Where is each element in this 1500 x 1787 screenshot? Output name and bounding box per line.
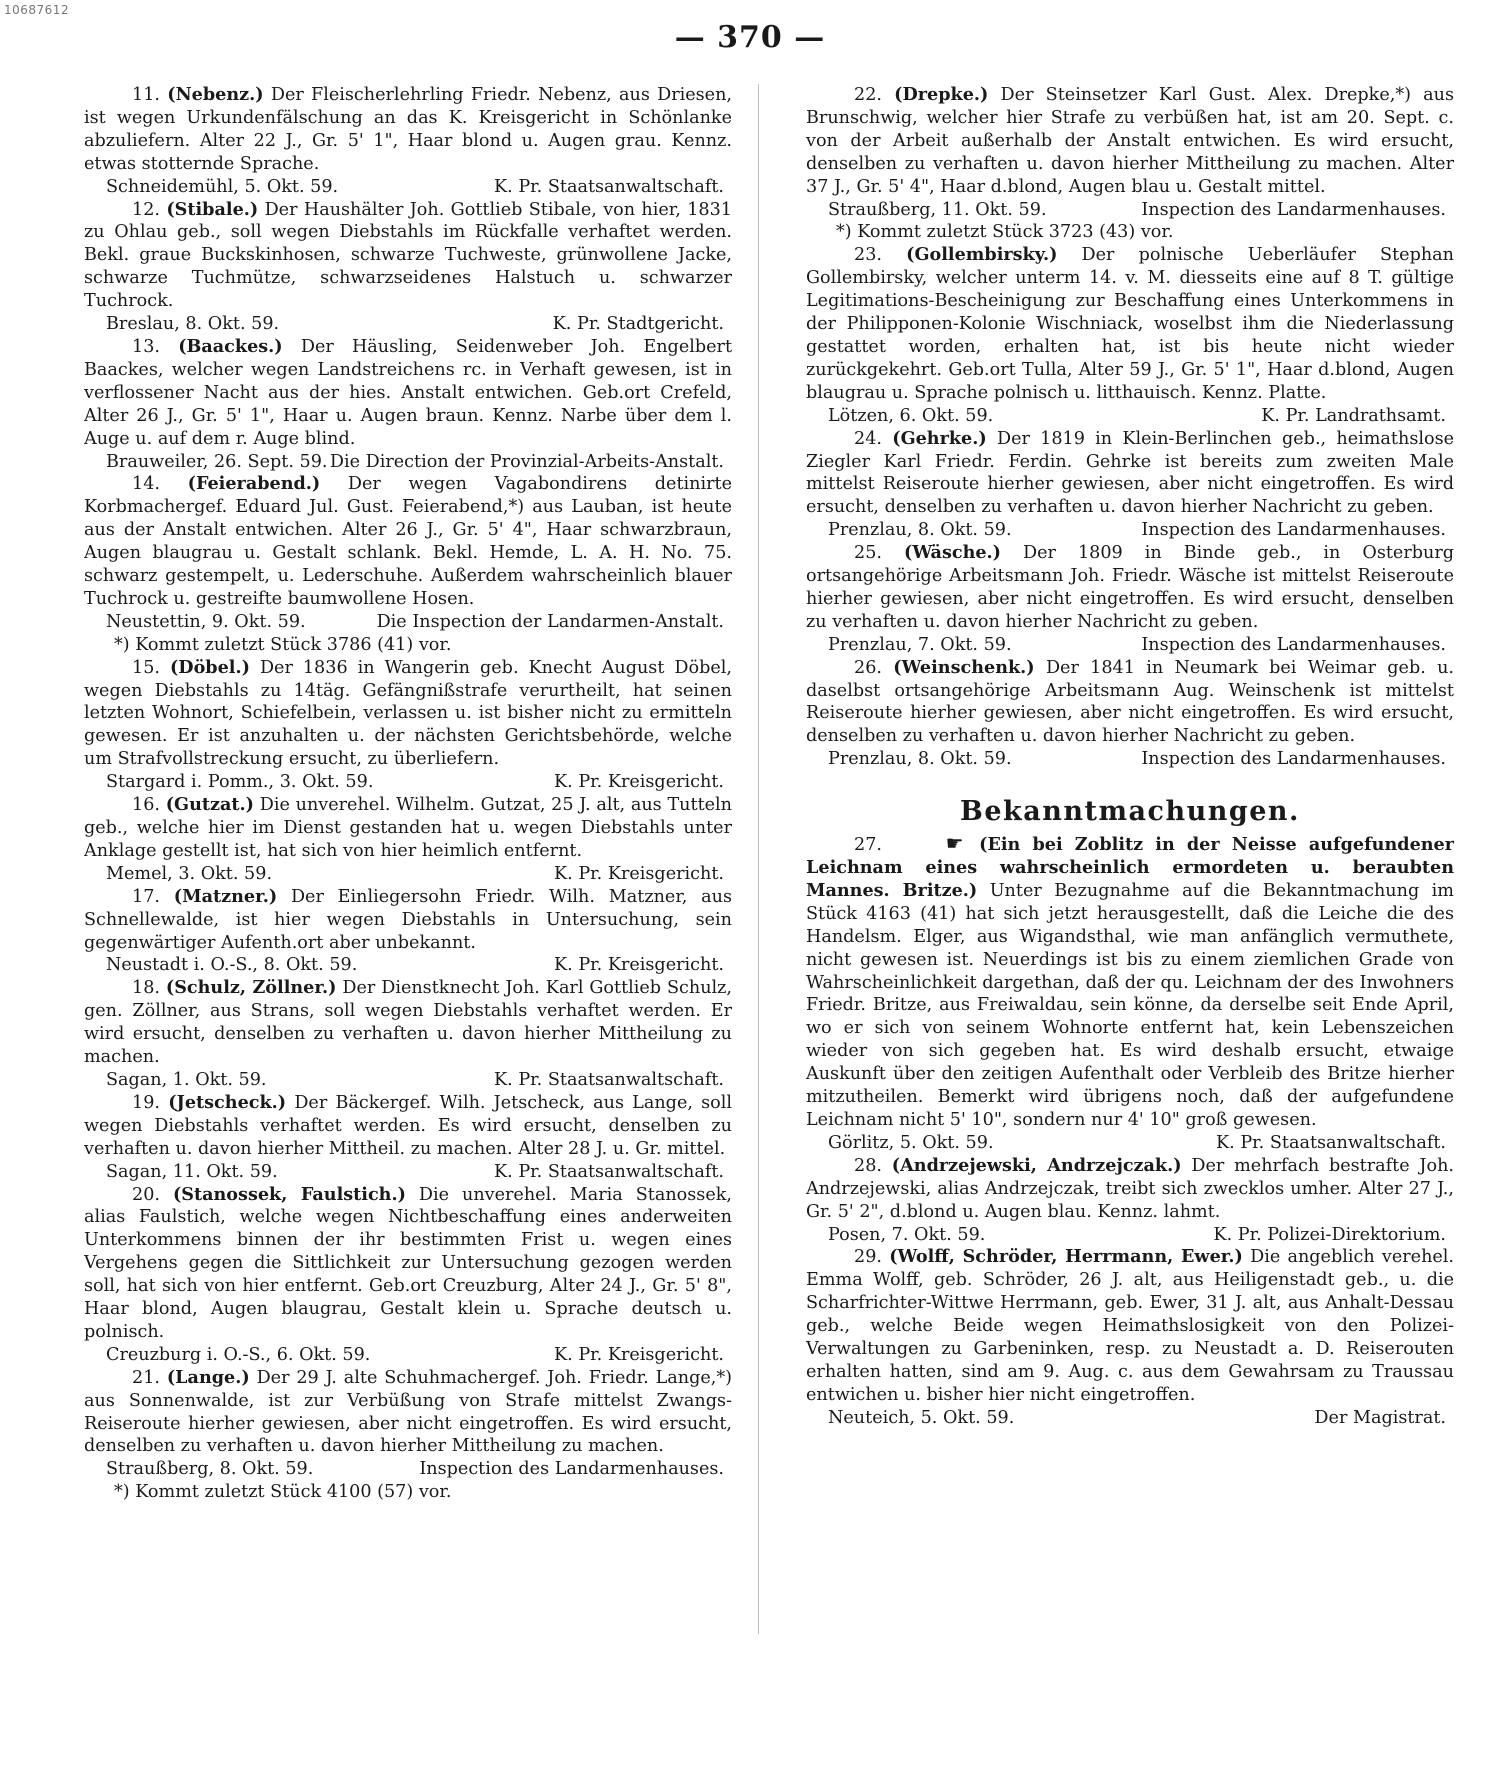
- notice-entry: [84, 1184, 732, 1367]
- notice-signature: [806, 405, 1454, 428]
- notice-authority: K. Pr. Landrathsamt.: [1261, 405, 1446, 426]
- notice-entry: [84, 977, 732, 1092]
- notice-entry: [84, 1367, 732, 1504]
- notice-place-date: Posen, 7. Okt. 59.: [828, 1224, 986, 1245]
- notice-heading: (Döbel.): [169, 656, 250, 678]
- notice-authority: Inspection des Landarmenhauses.: [419, 1459, 724, 1480]
- notice-number: 28.: [854, 1155, 882, 1176]
- notice-text: [806, 428, 1454, 520]
- notice-place-date: Sagan, 11. Okt. 59.: [106, 1161, 278, 1182]
- notice-number: 12.: [132, 199, 160, 220]
- notice-number: 14.: [132, 474, 160, 495]
- notice-authority: K. Pr. Kreisgericht.: [553, 1344, 724, 1365]
- notice-body: Der Häusling, Seidenweber Joh. Engelbert Baackes, welcher wegen Landstreichens rc. in Verhaft gewesen, ist in verflossener Nacht aus der hies. Anstalt entwichen. Geb.ort Crefeld, Alter 26 J., Gr. 5' 1", Haar u. Augen braun. Kennz. Narbe über dem l. Auge u. auf dem r. Auge blind.: [84, 336, 732, 449]
- notice-heading: (Nebenz.): [167, 84, 264, 105]
- notice-text: [84, 1367, 732, 1459]
- notice-authority: K. Pr. Staatsanwaltschaft.: [1216, 1132, 1446, 1153]
- notice-place-date: Brauweiler, 26. Sept. 59.: [106, 451, 328, 472]
- notice-signature: [84, 176, 732, 199]
- notice-text: [806, 542, 1454, 634]
- notice-number: 23.: [854, 245, 882, 266]
- notice-place-date: Schneidemühl, 5. Okt. 59.: [106, 176, 339, 197]
- notice-body: Die unverehel. Wilhelm. Gutzat, 25 J. alt, aus Tutteln geb., welche hier im Dienst gestanden hat u. wegen Diebstahls unter Anklage gestellt ist, hat sich von hier heimlich entfernt.: [84, 795, 732, 861]
- notice-body: Der 1836 in Wangerin geb. Knecht August Döbel, wegen Diebstahls zu 14täg. Gefängnißstrafe verurtheilt, hat seinen letzten Wohnort, Schiefelbein, verlassen u. ist bisher nicht zu ermitteln gewesen. Er ist anzuhalten u. der nächsten Gerichtsbehörde, welche um Strafvollstreckung ersucht, zu überliefern.: [84, 657, 732, 770]
- notice-heading: (Gutzat.): [165, 794, 254, 816]
- notice-place-date: Creuzburg i. O.-S., 6. Okt. 59.: [106, 1344, 371, 1365]
- notice-signature: [84, 771, 732, 794]
- notice-entry: [806, 1246, 1454, 1429]
- notice-signature: [806, 748, 1454, 771]
- notice-number: 13.: [132, 336, 160, 357]
- notice-entry: [84, 473, 732, 656]
- notice-entry: [84, 199, 732, 336]
- notice-body: Der Bäckergef. Wilh. Jetscheck, aus Lange, soll wegen Diebstahls verhaftet werden. Es wird ersucht, denselben zu verhaften u. davon hierher Mittheil. zu machen. Alter 28 J. u. Gr. mittel.: [84, 1092, 732, 1159]
- notice-heading: (Gehrke.): [892, 427, 987, 449]
- notice-authority: K. Pr. Stadtgericht.: [552, 314, 724, 335]
- notice-authority: Inspection des Landarmenhauses.: [1141, 634, 1446, 655]
- notice-body: Der Fleischerlehrling Friedr. Nebenz, aus Driesen, ist wegen Urkundenfälschung an das K. Kreisgericht in Schönlanke abzuliefern. Alter 22 J., Gr. 5' 1", Haar blond u. Augen grau. Kennz. etwas stotternde Sprache.: [84, 85, 732, 174]
- notice-body: Unter Bezugnahme auf die Bekanntmachung im Stück 4163 (41) hat sich jetzt herausgestellt, daß die Leiche die des Handelsm. Elger, aus Wigandsthal, wie man anfänglich vermuthete, nicht gewesen ist. Neuerdings ist bis zu einem ziemlichen Grade von Wahrscheinlichkeit dargethan, daß der qu. Leichnam der des Inwohners Friedr. Britze, aus Freiwaldau, sein könne, da derselbe seit Ende April, wo er sich von seinem Wohnorte entfernt hat, kein Lebenszeichen wieder von sich gegeben hat. Es wird deshalb ersucht, etwaige Auskunft über den zeitigen Aufenthalt oder Verbleib des Britze hierher mitzutheilen. Bemerkt wird übrigens noch, daß der aufgefundene Leichnam nicht 5' 10", sondern nur 4' 10" groß gewesen.: [806, 880, 1454, 1130]
- notice-place-date: Straußberg, 11. Okt. 59.: [828, 199, 1047, 220]
- notice-signature: [84, 863, 732, 886]
- notice-authority: K. Pr. Staatsanwaltschaft.: [494, 1069, 724, 1090]
- notice-entry: [84, 1092, 732, 1184]
- notice-number: 25.: [854, 543, 882, 564]
- notice-authority: Inspection des Landarmenhauses.: [1141, 199, 1446, 220]
- notice-text: [84, 1092, 732, 1161]
- notice-entry: [806, 244, 1454, 427]
- notice-heading: (Stibale.): [166, 198, 259, 220]
- notice-text: [806, 1155, 1454, 1224]
- notice-entry: [84, 336, 732, 473]
- scan-id: 10687612: [4, 3, 70, 17]
- notice-place-date: Stargard i. Pomm., 3. Okt. 59.: [106, 772, 374, 793]
- notice-place-date: Memel, 3. Okt. 59.: [106, 863, 273, 884]
- notice-number: 18.: [132, 978, 160, 999]
- notice-heading: (Andrzejewski, Andrzejczak.): [891, 1154, 1182, 1176]
- notice-entry: [806, 542, 1454, 657]
- notice-place-date: Straußberg, 8. Okt. 59.: [106, 1459, 314, 1480]
- notice-text: [84, 473, 732, 610]
- notice-signature: [806, 199, 1454, 222]
- notice-text: [84, 977, 732, 1069]
- notice-body: Der Steinsetzer Karl Gust. Alex. Drepke,*) aus Brunschwig, welcher hier Strafe zu verbüßen hat, ist am 20. Sept. c. von der Arbeit außerhalb der Anstalt entwichen. Es wird ersucht, denselben zu verhaften u. davon hierher Mittheilung zu machen. Alter 37 J., Gr. 5' 4", Haar d.blond, Augen blau u. Gestalt mittel.: [806, 85, 1454, 197]
- notice-signature: [806, 1132, 1454, 1155]
- notice-number: 11.: [132, 85, 160, 105]
- notice-footnote: *) Kommt zuletzt Stück 4100 (57) vor.: [114, 1482, 452, 1503]
- notice-signature: [806, 519, 1454, 542]
- notice-footnote: *) Kommt zuletzt Stück 3786 (41) vor.: [114, 634, 452, 655]
- right-column-announcements: [806, 832, 1454, 1430]
- notice-place-date: Sagan, 1. Okt. 59.: [106, 1069, 267, 1090]
- notice-text: [806, 84, 1454, 199]
- notice-heading: (Feierabend.): [187, 473, 321, 495]
- notice-number: 22.: [854, 85, 882, 105]
- notice-text: [806, 657, 1454, 749]
- notice-signature: [84, 611, 732, 634]
- notice-authority: K. Pr. Kreisgericht.: [553, 955, 724, 976]
- notice-place-date: Neustettin, 9. Okt. 59.: [106, 611, 306, 632]
- page-number: — 370 —: [674, 20, 826, 55]
- notice-entry: [806, 832, 1454, 1155]
- notice-body: Der 29 J. alte Schuhmachergef. Joh. Friedr. Lange,*) aus Sonnenwalde, ist zur Verbüßung von Strafe mittelst Zwangs-Reiseroute hierher gewiesen, aber nicht eingetroffen. Es wird ersucht, denselben zu verhaften u. davon hierher Mittheilung zu machen.: [84, 1367, 732, 1457]
- notice-number: 17.: [132, 886, 160, 907]
- notice-heading: (Gollembirsky.): [906, 244, 1058, 266]
- notice-signature: [84, 1458, 732, 1481]
- notice-signature: [84, 1344, 732, 1367]
- left-column: [84, 84, 732, 1640]
- notice-signature: [84, 954, 732, 977]
- notice-body: Der mehrfach bestrafte Joh. Andrzejewski, alias Andrzejczak, treibt sich zwecklos umher. Alter 27 J., Gr. 5' 2", d.blond u. Augen blau. Kennz. lahmt.: [806, 1155, 1454, 1222]
- notice-text: [84, 794, 732, 863]
- notice-authority: Der Magistrat.: [1314, 1407, 1446, 1428]
- notice-authority: Inspection des Landarmenhauses.: [1141, 749, 1446, 770]
- notice-body: Der 1841 in Neumark bei Weimar geb. u. daselbst ortsangehörige Arbeitsmann Aug. Weinschenk ist mittelst Reiseroute hierher gewiesen, aber nicht eingetroffen. Es wird ersucht, denselben zu verhaften u. davon hierher Nachricht zu geben.: [806, 657, 1454, 747]
- notice-number: 19.: [132, 1092, 160, 1113]
- notice-body: Der wegen Vagabondirens detinirte Korbmachergef. Eduard Jul. Gust. Feierabend,*) aus Lauban, ist heute aus der Anstalt entwichen. Alter 26 J., Gr. 5' 4", Haar schwarzbraun, Augen blaugrau u. Gestalt schlank. Bekl. Hemde, L. A. H. No. 75. schwarz gestempelt, u. Lederschuhe. Außerdem wahrscheinlich blauer Tuchrock u. gestreifte baumwollene Hosen.: [84, 474, 732, 609]
- column-divider: [758, 84, 759, 1634]
- notice-signature: [806, 1224, 1454, 1247]
- notice-number: 15.: [132, 657, 160, 678]
- notice-authority: K. Pr. Staatsanwaltschaft.: [494, 176, 724, 197]
- right-column: [806, 84, 1454, 1624]
- notice-signature: [84, 451, 732, 474]
- notice-number: 16.: [132, 795, 160, 816]
- notice-heading: (Stanossek, Faulstich.): [172, 1183, 406, 1205]
- notice-number: 27.: [854, 835, 882, 856]
- notice-number: 21.: [132, 1367, 160, 1388]
- notice-text: [84, 199, 732, 314]
- notice-place-date: Lötzen, 6. Okt. 59.: [828, 405, 994, 426]
- notice-entry: [84, 794, 732, 886]
- section-title: Bekanntmachungen.: [960, 796, 1300, 828]
- notice-place-date: Neuteich, 5. Okt. 59.: [828, 1407, 1015, 1428]
- notice-heading: (Wolff, Schröder, Herrmann, Ewer.): [889, 1246, 1243, 1268]
- notice-place-date: Görlitz, 5. Okt. 59.: [828, 1132, 994, 1153]
- notice-place-date: Prenzlau, 8. Okt. 59.: [828, 749, 1012, 770]
- notice-text: [84, 84, 732, 176]
- notice-text: [84, 1184, 732, 1344]
- notice-body: Der 1819 in Klein-Berlinchen geb., heimathslose Ziegler Karl Friedr. Ferdin. Gehrke ist bereits zum zweiten Male mittelst Reiseroute hierher gewiesen, aber nicht eingetroffen. Es wird ersucht, denselben zu verhaften u. davon hierher Nachricht zu geben.: [806, 428, 1454, 518]
- notice-body: Die angeblich verehel. Emma Wolff, geb. Schröder, 26 J. alt, aus Heiligenstadt geb., u. die Scharfrichter-Wittwe Herrmann, geb. Ewer, 31 J. alt, aus Anhalt-Dessau geb., welche Beide wegen Heimathslosigkeit von den Polizei-Verwaltungen zu Garbeninken, resp. zu Neustadt a. D. Reiserouten erhalten hatten, sind am 9. Aug. c. aus dem Gewahrsam zu Traussau entwichen u. bisher hier nicht eingetroffen.: [806, 1247, 1454, 1405]
- notice-body: Die unverehel. Maria Stanossek, alias Faulstich, welche wegen Nichtbeschaffung eines anderweiten Unterkommens binnen der ihr bestimmten Frist u. wegen eines Vergehens gegen die Sittlichkeit zur Untersuchung gezogen werden soll, hat sich von hier entfernt. Geb.ort Creuzburg, Alter 24 J., Gr. 5' 8", Haar blond, Augen blaugrau, Gestalt klein u. Sprache deutsch u. polnisch.: [84, 1184, 732, 1342]
- notice-heading: (Lange.): [166, 1366, 250, 1388]
- notice-number: 26.: [854, 657, 882, 678]
- notice-body: Der Dienstknecht Joh. Karl Gottlieb Schulz, gen. Zöllner, aus Strans, soll wegen Diebstahls verhaftet werden. Er wird ersucht, denselben zu verhaften u. davon hierher Mittheilung zu machen.: [84, 978, 732, 1068]
- notice-text: [806, 244, 1454, 404]
- notice-number: 24.: [854, 428, 882, 449]
- notice-body: Der 1809 in Binde geb., in Osterburg ortsangehörige Arbeitsmann Joh. Friedr. Wäsche ist mittelst Reiseroute hierher gewiesen, aber nicht eingetroffen. Es wird ersucht, denselben zu verhaften u. davon hierher Nachricht zu geben.: [806, 543, 1454, 632]
- notice-heading: (Ein bei Zoblitz in der Neisse aufgefundener Leichnam eines wahrscheinlich ermordeten u. beraubten Mannes. Britze.): [806, 834, 1454, 901]
- notice-heading: (Schulz, Zöllner.): [165, 977, 337, 999]
- notice-entry: [84, 886, 732, 978]
- notice-heading: (Jetscheck.): [168, 1091, 287, 1113]
- notice-text: [806, 832, 1454, 1132]
- notice-text: [84, 657, 732, 772]
- notice-place-date: Neustadt i. O.-S., 8. Okt. 59.: [106, 955, 358, 976]
- pointing-hand-icon: ☛: [945, 831, 964, 856]
- notice-authority: K. Pr. Polizei-Direktorium.: [1213, 1224, 1446, 1245]
- notice-place-date: Prenzlau, 8. Okt. 59.: [828, 520, 1012, 541]
- notice-text: [84, 886, 732, 955]
- notice-body: Der Einliegersohn Friedr. Wilh. Matzner, aus Schnellewalde, ist hier wegen Diebstahls in Untersuchung, sein gegenwärtiger Aufenth.ort aber unbekannt.: [84, 886, 732, 953]
- notice-signature: [806, 634, 1454, 657]
- notice-heading: (Baackes.): [178, 335, 283, 357]
- notice-signature: [84, 313, 732, 336]
- notice-text: [84, 336, 732, 451]
- notice-authority: Die Direction der Provinzial-Arbeits-Anstalt.: [329, 451, 724, 472]
- notice-body: Der polnische Ueberläufer Stephan Gollembirsky, welcher unterm 14. v. M. diesseits eine auf 8 T. gültige Legitimations-Bescheinigung zur Beschaffung eines Unterkommens in der Philipponen-Kolonie Wischniack, woselbst ihm die Niederlassung gestattet worden, erhalten hat, ist bis heute nicht wieder zurückgekehrt. Geb.ort Tulla, Alter 59 J., Gr. 5' 1", Haar d.blond, Augen blaugrau u. Sprache polnisch u. litthauisch. Kennz. Platte.: [806, 245, 1454, 403]
- notice-signature: [84, 1069, 732, 1092]
- notice-entry: [806, 1155, 1454, 1247]
- notice-entry: [806, 84, 1454, 244]
- notice-signature: [806, 1407, 1454, 1430]
- notice-place-date: Prenzlau, 7. Okt. 59.: [828, 634, 1012, 655]
- notice-entry: [806, 657, 1454, 772]
- right-column-notices: [806, 84, 1454, 771]
- notice-entry: [806, 428, 1454, 543]
- notice-signature: [84, 1161, 732, 1184]
- notice-text: [806, 1246, 1454, 1406]
- notice-entry: [84, 84, 732, 199]
- notice-entry: [84, 657, 732, 794]
- notice-footnote: *) Kommt zuletzt Stück 3723 (43) vor.: [836, 222, 1174, 243]
- notice-place-date: Breslau, 8. Okt. 59.: [106, 314, 280, 335]
- notice-heading: (Matzner.): [173, 885, 278, 907]
- notice-authority: K. Pr. Staatsanwaltschaft.: [494, 1161, 724, 1182]
- notice-body: Der Haushälter Joh. Gottlieb Stibale, von hier, 1831 zu Ohlau geb., soll wegen Diebstahls im Rückfalle verhaftet werden. Bekl. graue Buckskinhosen, schwarze Tuchweste, grünwollene Jacke, schwarze Tuchmütze, schwarzseidenes Halstuch u. schwarzer Tuchrock.: [84, 199, 732, 312]
- notice-authority: K. Pr. Kreisgericht.: [553, 863, 724, 884]
- notice-heading: (Wäsche.): [904, 542, 1002, 564]
- notice-number: 29.: [854, 1247, 882, 1268]
- notice-heading: (Weinschenk.): [893, 656, 1035, 678]
- notice-number: 20.: [132, 1184, 160, 1205]
- notice-authority: Die Inspection der Landarmen-Anstalt.: [376, 611, 724, 632]
- notice-authority: Inspection des Landarmenhauses.: [1141, 520, 1446, 541]
- notice-heading: (Drepke.): [894, 84, 989, 105]
- notice-authority: K. Pr. Kreisgericht.: [553, 772, 724, 793]
